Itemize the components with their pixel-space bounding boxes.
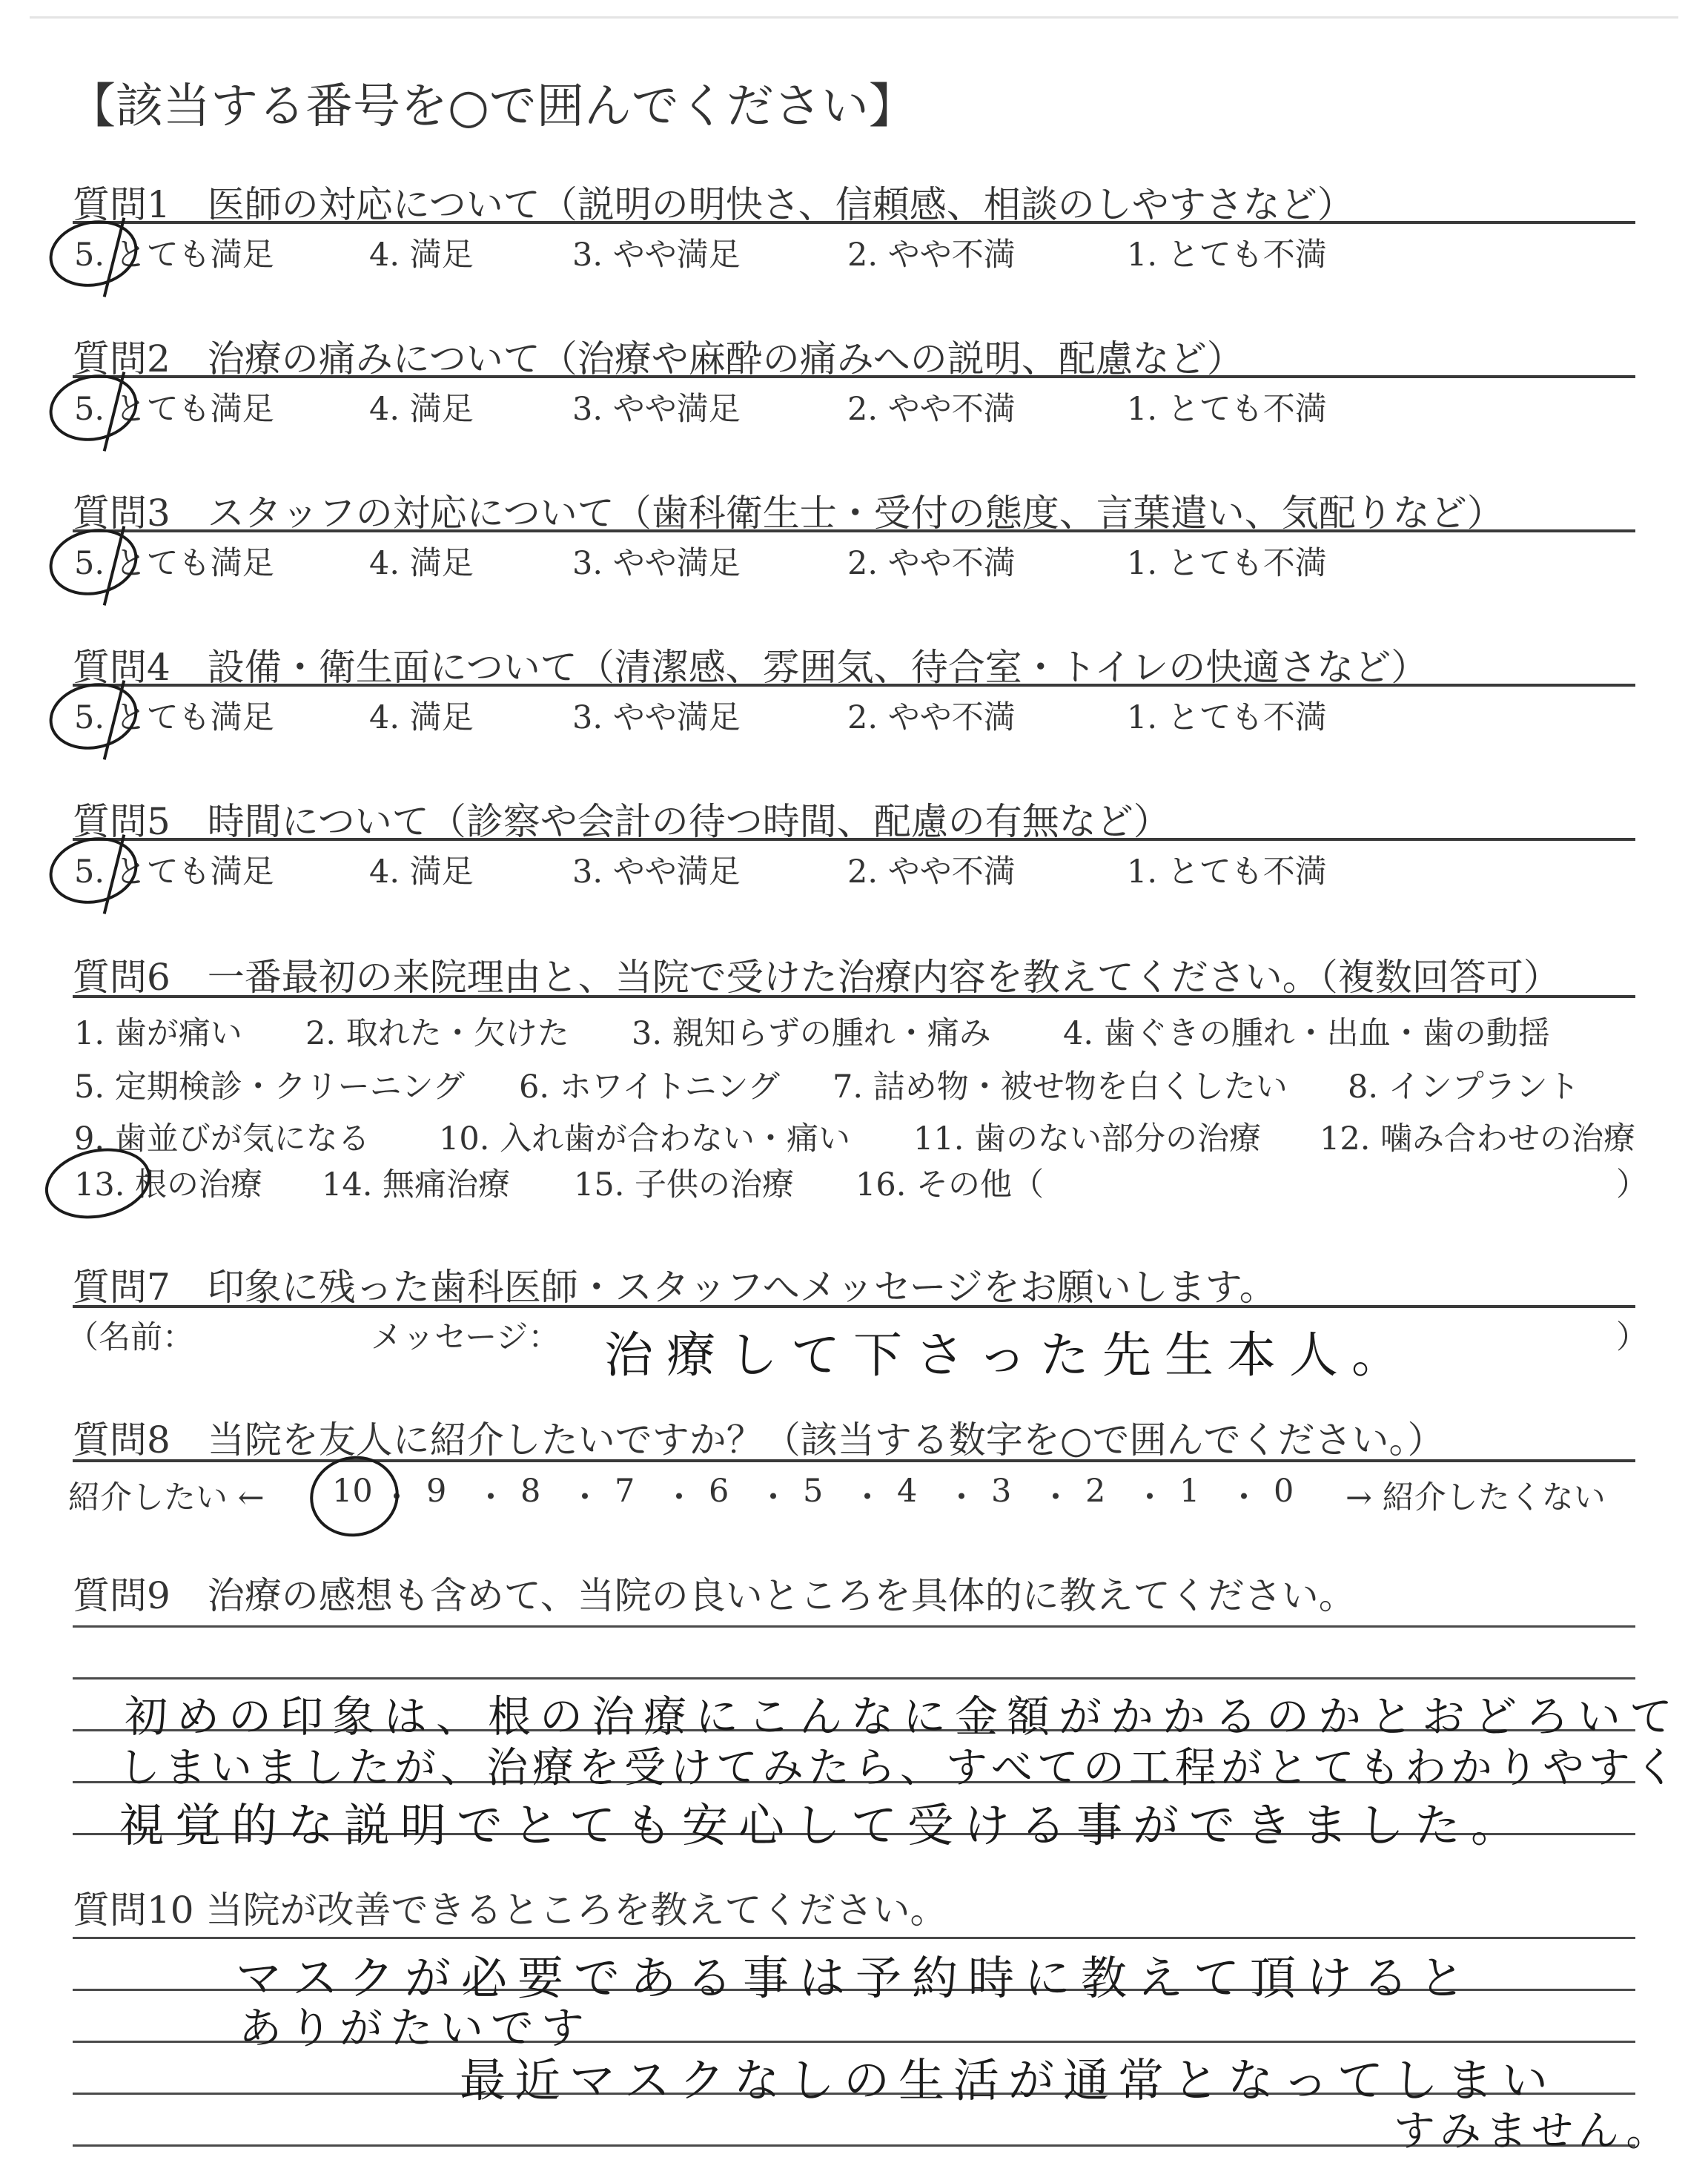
recommend-right-label: → 紹介したくない (1345, 1479, 1606, 1516)
question-7-rule (73, 1305, 1635, 1308)
q10-answer-line-3: 最近マスクなしの生活が通常となってしまい (460, 2053, 1558, 2107)
recommend-score-9[interactable]: 9 (426, 1473, 447, 1510)
option-very-dissatisfied[interactable]: 1. とても不満 (1127, 853, 1327, 891)
q6-option[interactable]: 7. 詰め物・被せ物を白くしたい (833, 1069, 1288, 1106)
question-2-rule (73, 375, 1635, 378)
option-satisfied[interactable]: 4. 満足 (369, 699, 474, 736)
question-1-rule (73, 221, 1635, 224)
question-2-label: 質問2 治療の痛みについて（治療や麻酔の痛みへの説明、配慮など） (73, 337, 1244, 380)
option-somewhat-satisfied[interactable]: 3. やや満足 (572, 545, 741, 582)
q6-option[interactable]: 10. 入れ歯が合わない・痛い (439, 1120, 851, 1157)
q9-answer-line-3: 視覚的な説明でとても安心して受ける事ができました。 (119, 1798, 1528, 1852)
q6-option[interactable]: 8. インプラント (1348, 1069, 1580, 1106)
option-somewhat-satisfied[interactable]: 3. やや満足 (572, 237, 741, 274)
option-satisfied[interactable]: 4. 満足 (369, 853, 474, 891)
option-somewhat-satisfied[interactable]: 3. やや満足 (572, 853, 741, 891)
question-5-rule (73, 838, 1635, 841)
scale-separator: ・ (851, 1479, 884, 1516)
answer-line (73, 1677, 1635, 1680)
q6-option[interactable]: 14. 無痛治療 (322, 1166, 511, 1203)
other-closing-paren: ） (1616, 1166, 1648, 1203)
q10-answer-line-1: マスクが必要である事は予約時に教えて頂けると (236, 1951, 1476, 2005)
option-satisfied[interactable]: 4. 満足 (369, 545, 474, 582)
recommend-score-6[interactable]: 6 (709, 1473, 729, 1510)
recommend-score-5[interactable]: 5 (803, 1473, 824, 1510)
q6-option[interactable]: 2. 取れた・欠けた (305, 1015, 569, 1052)
answer-line (73, 1937, 1635, 1939)
page-top-edge (30, 16, 1678, 19)
option-very-satisfied[interactable]: 5. とても満足 (74, 853, 274, 891)
question-1-label: 質問1 医師の対応について（説明の明快さ、信頼感、相談のしやすさなど） (73, 183, 1354, 226)
option-somewhat-satisfied[interactable]: 3. やや満足 (572, 391, 741, 428)
option-somewhat-dissatisfied[interactable]: 2. やや不満 (847, 699, 1016, 736)
question-8-label: 質問8 当院を友人に紹介したいですか？（該当する数字を○で囲んでください。） (73, 1418, 1445, 1462)
recommend-score-7[interactable]: 7 (615, 1473, 635, 1510)
option-satisfied[interactable]: 4. 満足 (369, 237, 474, 274)
question-8-rule (73, 1459, 1635, 1462)
option-very-dissatisfied[interactable]: 1. とても不満 (1127, 699, 1327, 736)
option-very-dissatisfied[interactable]: 1. とても不満 (1127, 237, 1327, 274)
scale-separator: ・ (569, 1479, 601, 1516)
scale-separator: ・ (1133, 1479, 1166, 1516)
scale-separator: ・ (945, 1479, 978, 1516)
question-5-label: 質問5 時間について（診察や会計の待つ時間、配慮の有無など） (73, 800, 1171, 843)
q6-option[interactable]: 9. 歯並びが気になる (74, 1120, 370, 1157)
answer-line (73, 1625, 1635, 1628)
recommend-score-3[interactable]: 3 (991, 1473, 1012, 1510)
option-very-dissatisfied[interactable]: 1. とても不満 (1127, 391, 1327, 428)
question-4-label: 質問4 設備・衛生面について（清潔感、雰囲気、待合室・トイレの快適さなど） (73, 646, 1429, 689)
form-heading: 【該当する番号を○で囲んでください】 (68, 79, 916, 134)
q9-answer-line-2: しまいましたが、治療を受けてみたら、すべての工程がとてもわかりやすく (119, 1744, 1681, 1792)
q9-answer-line-1: 初めの印象は、根の治療にこんなに金額がかかるのかとおどろいて (125, 1691, 1682, 1742)
question-6-label: 質問6 一番最初の来院理由と、当院で受けた治療内容を教えてください。（複数回答可） (73, 956, 1560, 999)
scale-separator: ・ (1039, 1479, 1072, 1516)
q6-option[interactable]: 15. 子供の治療 (574, 1166, 795, 1203)
option-very-dissatisfied[interactable]: 1. とても不満 (1127, 545, 1327, 582)
scale-separator: ・ (1228, 1479, 1260, 1516)
option-somewhat-dissatisfied[interactable]: 2. やや不満 (847, 545, 1016, 582)
q6-option[interactable]: 3. 親知らずの腫れ・痛み (632, 1015, 991, 1052)
q6-option[interactable]: 6. ホワイトニング (519, 1069, 780, 1106)
recommend-score-8[interactable]: 8 (520, 1473, 541, 1510)
option-somewhat-dissatisfied[interactable]: 2. やや不満 (847, 237, 1016, 274)
q6-option[interactable]: 5. 定期検診・クリーニング (74, 1069, 465, 1106)
option-somewhat-satisfied[interactable]: 3. やや満足 (572, 699, 741, 736)
q6-option[interactable]: 16. その他（ (855, 1166, 1045, 1203)
option-very-satisfied[interactable]: 5. とても満足 (74, 237, 274, 274)
q6-option[interactable]: 1. 歯が痛い (74, 1015, 242, 1052)
recommend-score-1[interactable]: 1 (1179, 1473, 1200, 1510)
q6-option[interactable]: 12. 噛み合わせの治療 (1320, 1120, 1636, 1157)
name-label: （名前： (67, 1319, 194, 1356)
q6-option[interactable]: 4. 歯ぐきの腫れ・出血・歯の動揺 (1063, 1015, 1550, 1052)
q10-answer-line-4: すみません。 (1394, 2107, 1672, 2156)
scale-separator: ・ (380, 1479, 413, 1516)
question-3-label: 質問3 スタッフの対応について（歯科衛生士・受付の態度、言葉遣い、気配りなど） (73, 492, 1504, 535)
question-4-rule (73, 684, 1635, 687)
recommend-left-label: 紹介したい ← (68, 1479, 265, 1516)
recommend-score-4[interactable]: 4 (897, 1473, 918, 1510)
question-6-rule (73, 995, 1635, 998)
question-7-label: 質問7 印象に残った歯科医師・スタッフへメッセージをお願いします。 (73, 1266, 1277, 1309)
q10-answer-line-2: ありがたいです (239, 2003, 592, 2053)
question-10-label: 質問10 当院が改善できるところを教えてください。 (73, 1889, 947, 1932)
recommend-score-2[interactable]: 2 (1085, 1473, 1106, 1510)
message-label: メッセージ： (371, 1319, 560, 1356)
scale-separator: ・ (757, 1479, 790, 1516)
q6-option[interactable]: 11. 歯のない部分の治療 (913, 1120, 1262, 1157)
option-somewhat-dissatisfied[interactable]: 2. やや不満 (847, 853, 1016, 891)
handwritten-message: 治療して下さった先生本人。 (604, 1327, 1414, 1384)
question-9-label: 質問9 治療の感想も含めて、当院の良いところを具体的に教えてください。 (73, 1574, 1356, 1617)
recommend-score-0[interactable]: 0 (1274, 1473, 1294, 1510)
option-very-satisfied[interactable]: 5. とても満足 (74, 545, 274, 582)
option-very-satisfied[interactable]: 5. とても満足 (74, 391, 274, 428)
scale-separator: ・ (474, 1479, 507, 1516)
recommend-score-10[interactable]: 10 (332, 1473, 373, 1510)
option-satisfied[interactable]: 4. 満足 (369, 391, 474, 428)
scale-separator: ・ (663, 1479, 695, 1516)
question-3-rule (73, 529, 1635, 532)
message-closing-paren: ） (1616, 1319, 1648, 1356)
option-very-satisfied[interactable]: 5. とても満足 (74, 699, 274, 736)
q6-option[interactable]: 13. 根の治療 (74, 1166, 263, 1203)
option-somewhat-dissatisfied[interactable]: 2. やや不満 (847, 391, 1016, 428)
